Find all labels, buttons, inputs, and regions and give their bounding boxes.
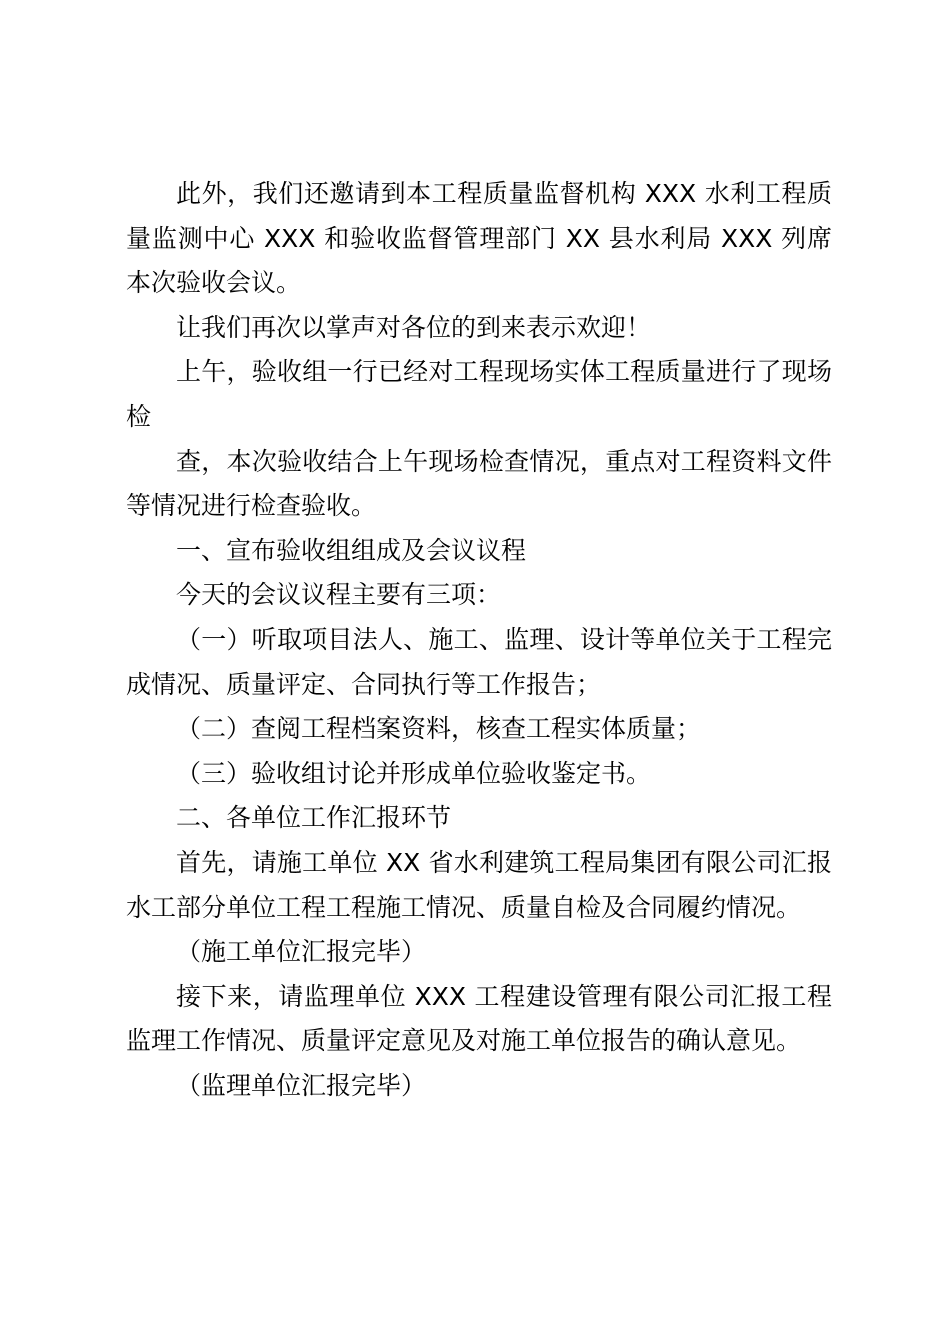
paragraph-agenda-intro: 今天的会议议程主要有三项： bbox=[176, 580, 502, 610]
paragraph-supervision-report: 接下来，请监理单位 XXX 工程建设管理有限公司汇报工程监理工作情况、质量评定意见及对施工单位报告的确认意见。 bbox=[126, 981, 832, 1056]
paragraph-construction-done: （施工单位汇报完毕） bbox=[176, 937, 427, 967]
section-heading-1: 一、宣布验收组组成及会议议程 bbox=[176, 535, 527, 565]
paragraph-construction-report: 首先，请施工单位 XX 省水利建筑工程局集团有限公司汇报水工部分单位工程工程施工情况、质量自检及合同履约情况。 bbox=[126, 847, 832, 922]
paragraph-supervision-done: （监理单位汇报完毕） bbox=[176, 1070, 427, 1100]
paragraph-morning-inspection: 上午，验收组一行已经对工程现场实体工程质量进行了现场检 bbox=[126, 357, 832, 431]
agenda-item-2: （二）查阅工程档案资料，核查工程实体质量； bbox=[176, 714, 702, 744]
section-heading-2: 二、各单位工作汇报环节 bbox=[176, 803, 452, 833]
document-body bbox=[126, 172, 832, 1108]
paragraph-invited-guests: 此外，我们还邀请到本工程质量监督机构 XXX 水利工程质量监测中心 XXX 和验收监督管理部门 XX 县水利局 XXX 列席本次验收会议。 bbox=[126, 179, 832, 298]
paragraph-inspection-continued: 查，本次验收结合上午现场检查情况，重点对工程资料文件等情况进行检查验收。 bbox=[126, 446, 832, 521]
agenda-item-3: （三）验收组讨论并形成单位验收鉴定书。 bbox=[176, 758, 652, 788]
paragraph-welcome: 让我们再次以掌声对各位的到来表示欢迎！ bbox=[176, 312, 652, 342]
agenda-item-1: （一）听取项目法人、施工、监理、设计等单位关于工程完成情况、质量评定、合同执行等工作报告； bbox=[126, 624, 832, 699]
